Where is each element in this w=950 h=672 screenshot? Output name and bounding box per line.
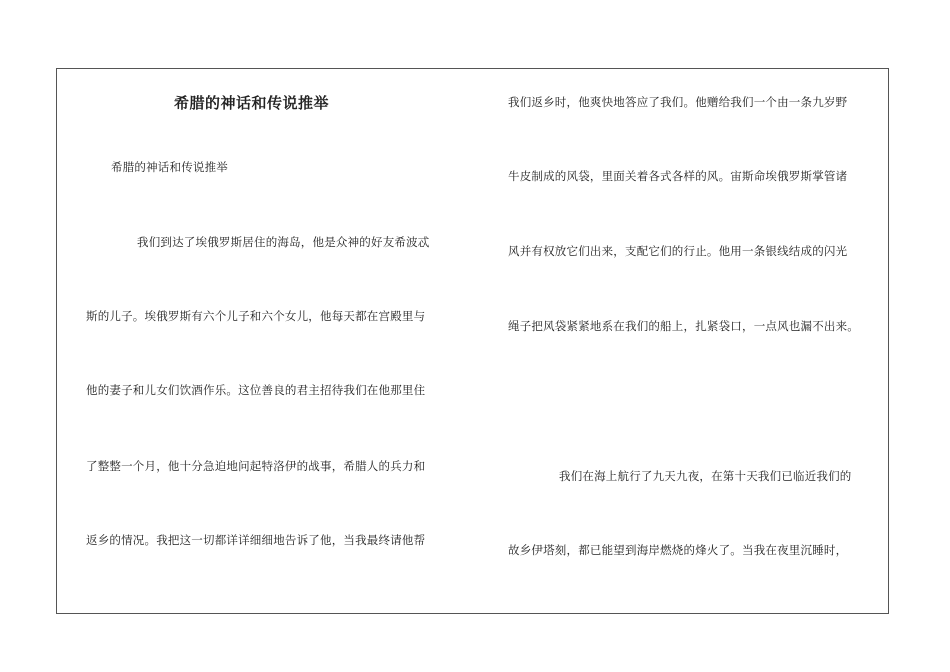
document-subtitle: 希腊的神话和传说推举 (111, 160, 228, 174)
right-paragraph-line: 牛皮制成的风袋，里面关着各式各样的风。宙斯命埃俄罗斯掌管诸 (508, 169, 848, 183)
left-paragraph-line: 斯的儿子。埃俄罗斯有六个儿子和六个女儿，他每天都在宫殿里与 (86, 309, 426, 323)
right-paragraph-line: 绳子把风袋紧紧地系在我们的船上，扎紧袋口，一点风也漏不出来。 (508, 319, 859, 333)
left-paragraph-line: 了整整一个月，他十分急迫地问起特洛伊的战事，希腊人的兵力和 (86, 459, 426, 473)
right-paragraph-line: 我们在海上航行了九天九夜，在第十天我们已临近我们的 (559, 469, 852, 483)
left-paragraph-line: 他的妻子和儿女们饮酒作乐。这位善良的君主招待我们在他那里住 (86, 383, 426, 397)
left-paragraph-line: 我们到达了埃俄罗斯居住的海岛，他是众神的好友希波忒 (137, 235, 430, 249)
right-paragraph-line: 故乡伊塔刻，都已能望到海岸燃烧的烽火了。当我在夜里沉睡时， (508, 543, 848, 557)
right-paragraph-line: 风并有权放它们出来，支配它们的行止。他用一条银线结成的闪光 (508, 244, 848, 258)
left-paragraph-line: 返乡的情况。我把这一切都详详细细地告诉了他，当我最终请他帮 (86, 533, 426, 547)
document-title: 希腊的神话和传说推举 (174, 94, 330, 112)
right-paragraph-line: 我们返乡时，他爽快地答应了我们。他赠给我们一个由一条九岁野 (508, 95, 848, 109)
